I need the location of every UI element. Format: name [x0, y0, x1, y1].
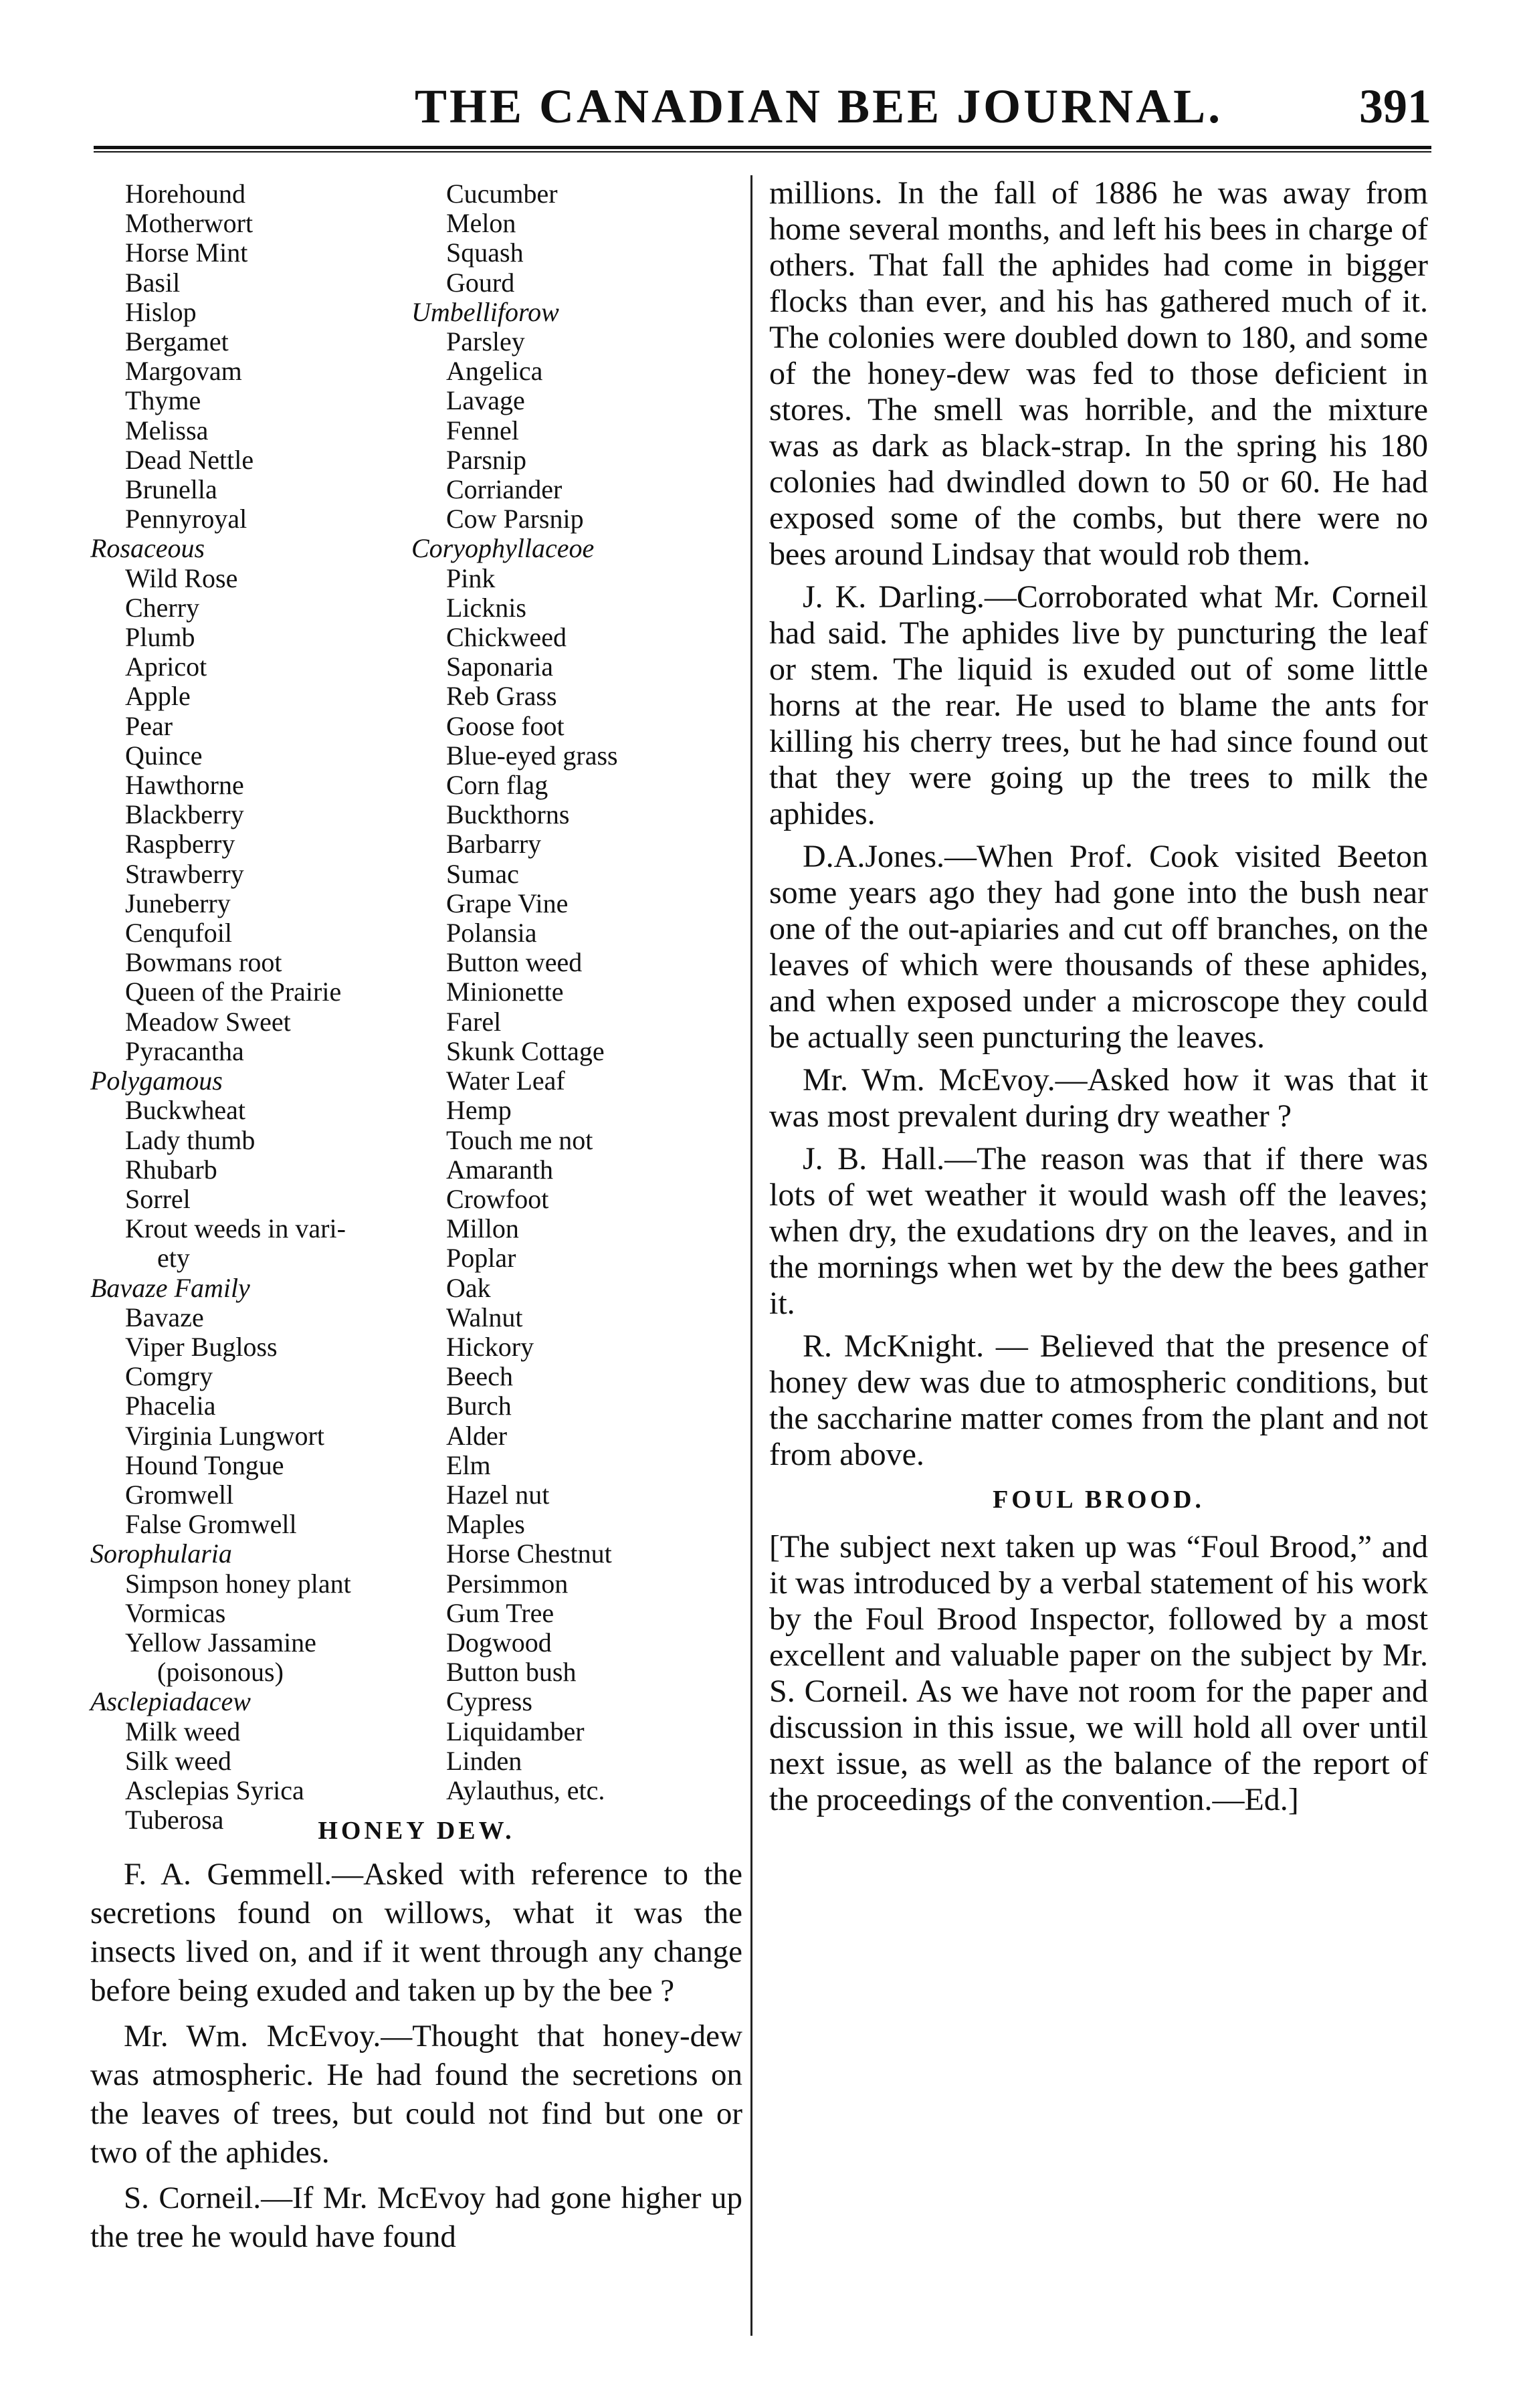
plant-list-item: Horse Chestnut	[446, 1538, 612, 1569]
plant-list-item: Pink	[446, 563, 496, 593]
plant-list-item: Barbarry	[446, 829, 542, 860]
plant-list-item: Skunk Cottage	[446, 1035, 605, 1066]
plant-list-item: Simpson honey plant	[125, 1568, 351, 1599]
plant-list-item: Cow Parsnip	[446, 504, 584, 534]
plant-list-item: Juneberry	[125, 888, 231, 918]
plant-list-item: Goose foot	[446, 710, 565, 741]
paragraph-continuation: millions. In the fall of 1886 he was away from home several months, and left his bees in charge of others. That fall the aphides had come in bigger flocks than ever, and his has gathered much of it. The colonies were doubled down to 180, and some of the honey-dew was fed to those deficient in stores. The smell was horrible, and the mixture was as dark as black-strap. In the spring his 180 colonies had dwindled down to 50 or 60. He had exposed some of the combs, but there were no bees around Lindsay that would rob them.	[769, 175, 1428, 572]
plant-list-item: Minionette	[446, 977, 564, 1007]
plant-list-item: Hemp	[446, 1095, 512, 1126]
plant-list-item: Comgry	[125, 1361, 213, 1392]
plant-list-item: Melissa	[125, 415, 209, 445]
plant-list-item: Crowfoot	[446, 1183, 549, 1214]
plant-family-heading: Bavaze Family	[90, 1272, 250, 1303]
plant-list-item: Dead Nettle	[125, 444, 254, 475]
plant-list-item: Apricot	[125, 651, 207, 682]
plant-list-item: Poplar	[446, 1243, 516, 1274]
plant-family-heading: Coryophyllaceoe	[411, 533, 595, 564]
plant-list-item: Oak	[446, 1272, 491, 1303]
plant-list-item: Motherwort	[125, 208, 254, 239]
plant-family-heading: Polygamous	[90, 1066, 223, 1096]
paragraph-mcevoy-question: Mr. Wm. McEvoy.—Asked how it was that it was most prevalent during dry weather ?	[769, 1062, 1428, 1134]
plant-list-item: Dogwood	[446, 1627, 552, 1658]
plant-family-heading: Asclepiadacew	[90, 1686, 251, 1717]
plant-list-item: Rhubarb	[125, 1154, 217, 1185]
plant-list-item: Hawthorne	[125, 770, 244, 801]
plant-list-item: Sumac	[446, 858, 519, 889]
page-header	[94, 79, 1431, 139]
plant-list-item: Gum Tree	[446, 1597, 554, 1628]
page-number: 391	[1359, 80, 1431, 133]
plant-list-item: Vormicas	[125, 1597, 226, 1628]
running-title: THE CANADIAN BEE JOURNAL.	[415, 80, 1223, 133]
plant-list-item: Pear	[125, 710, 173, 741]
plant-list-item: Lady thumb	[125, 1124, 256, 1155]
plant-list-item: Corriander	[446, 474, 563, 505]
plant-list-item: Yellow Jassamine	[125, 1627, 316, 1658]
plant-list-item: ety	[157, 1243, 190, 1274]
plant-list-item: Cucumber	[446, 179, 558, 209]
plant-list-item: Plumb	[125, 622, 195, 653]
plant-list-item: Gourd	[446, 267, 515, 298]
plant-list-item: Hislop	[125, 296, 197, 327]
plant-list-item: Hound Tongue	[125, 1449, 284, 1480]
plant-list-item: Squash	[446, 237, 524, 268]
plant-list-item: Meadow Sweet	[125, 1006, 291, 1037]
plant-list-item: Reb Grass	[446, 681, 557, 712]
left-column	[90, 179, 742, 2263]
editor-note: [The subject next taken up was “Foul Brood,” and it was introduced by a verbal statement of his work by the Foul Brood Inspector, followed by a most excellent and valuable paper on the subject by Mr. S. Corneil. As we have not room for the paper and discussion in this issue, we will hold all over until next issue, as well as the balance of the report of the proceedings of the convention.—Ed.]	[769, 1529, 1428, 1817]
plant-family-heading: Sorophularia	[90, 1538, 232, 1569]
plant-list-item: Viper Bugloss	[125, 1331, 278, 1362]
plant-list-item: Amaranth	[446, 1154, 553, 1185]
plant-list-item: Liquidamber	[446, 1716, 585, 1746]
plant-list-item: Touch me not	[446, 1124, 593, 1155]
plant-list-item: Queen of the Prairie	[125, 977, 342, 1007]
plant-list-item: Beech	[446, 1361, 513, 1392]
plant-list-item: Krout weeds in vari-	[125, 1213, 346, 1244]
plant-list-item: Hickory	[446, 1331, 534, 1362]
plant-list-item: Milk weed	[125, 1716, 241, 1746]
plant-list-item: Burch	[446, 1391, 512, 1421]
plant-list-item: Saponaria	[446, 651, 553, 682]
plant-list-item: Parsnip	[446, 444, 526, 475]
header-rule	[94, 146, 1431, 154]
plant-list-item: Phacelia	[125, 1391, 216, 1421]
plant-list-item: Millon	[446, 1213, 519, 1244]
plant-list-item: Horse Mint	[125, 237, 248, 268]
plant-list-item: Linden	[446, 1745, 522, 1776]
plant-list-item: Bavaze	[125, 1302, 204, 1332]
plant-list-column-1	[90, 179, 425, 1835]
plant-list-item: Bowmans root	[125, 947, 282, 978]
plant-list-item: Walnut	[446, 1302, 523, 1332]
plant-list-item: Water Leaf	[446, 1066, 565, 1096]
plant-list-item: Brunella	[125, 474, 217, 505]
plant-list-item: Buckwheat	[125, 1095, 245, 1126]
plant-list-item: Bergamet	[125, 326, 229, 357]
paragraph-hall: J. B. Hall.—The reason was that if there was lots of wet weather it would wash off the leaves; when dry, the exudations dry on the leaves, and in the mornings when wet by the dew the bees gather it.	[769, 1141, 1428, 1321]
plant-list-item: Maples	[446, 1509, 525, 1540]
plant-list-item: Strawberry	[125, 858, 244, 889]
plant-list-item: Melon	[446, 208, 516, 239]
plant-list-item: Fennel	[446, 415, 519, 445]
plant-list-item: Tuberosa	[125, 1805, 224, 1835]
plant-list-item: Silk weed	[125, 1745, 231, 1776]
plant-family-heading: Rosaceous	[90, 533, 205, 564]
plant-list-item: Cypress	[446, 1686, 532, 1717]
plant-list-item: Wild Rose	[125, 563, 238, 593]
plant-list-column-2	[411, 179, 759, 1805]
plant-list-item: Corn flag	[446, 770, 548, 801]
plant-list-item: Lavage	[446, 385, 525, 416]
paragraph-corneil: S. Corneil.—If Mr. McEvoy had gone higher up the tree he would have found	[90, 2181, 742, 2254]
plant-list-item: Pennyroyal	[125, 504, 247, 534]
plant-list-item: Farel	[446, 1006, 502, 1037]
plant-list-item: Buckthorns	[446, 799, 570, 830]
paragraph-gemmell: F. A. Gemmell.—Asked with reference to the secretions found on willows, what it was the insects lived on, and if it went through any change before being exuded and taken up by the bee ?	[90, 1857, 742, 2008]
plant-list-item: Elm	[446, 1449, 491, 1480]
plant-list-item: Horehound	[125, 179, 245, 209]
paragraph-jones: D.A.Jones.—When Prof. Cook visited Beeton some years ago they had gone into the bush near one of the out-apiaries and cut off branches, on the leaves of which were thousands of these aphides, and when exposed under a microscope they could be actually seen puncturing the leaves.	[769, 839, 1428, 1055]
foul-brood-heading: FOUL BROOD.	[993, 1486, 1205, 1514]
plant-list-item: Blackberry	[125, 799, 244, 830]
right-column	[769, 175, 1428, 1825]
plant-list-item: Chickweed	[446, 622, 567, 653]
plant-list-item: Pyracantha	[125, 1035, 244, 1066]
plant-list-item: Asclepias Syrica	[125, 1775, 304, 1805]
honey-dew-heading: HONEY DEW.	[318, 1817, 515, 1845]
plant-list-item: Aylauthus, etc.	[446, 1775, 605, 1805]
plant-list-item: False Gromwell	[125, 1509, 297, 1540]
plant-list-item: Sorrel	[125, 1183, 191, 1214]
plant-list-item: Virginia Lungwort	[125, 1420, 324, 1451]
plant-list-item: Polansia	[446, 918, 537, 948]
plant-list-item: Hazel nut	[446, 1479, 550, 1510]
plant-list-item: Button weed	[446, 947, 583, 978]
plant-list-item: Basil	[125, 267, 181, 298]
plant-list-item: Parsley	[446, 326, 525, 357]
plant-list-item: (poisonous)	[157, 1657, 284, 1688]
plant-list-item: Raspberry	[125, 829, 235, 860]
plant-list-item: Persimmon	[446, 1568, 569, 1599]
paragraph-mcevoy: Mr. Wm. McEvoy.—Thought that honey-dew was atmospheric. He had found the secretions on the leaves of trees, but could not find but one or two of the aphides.	[90, 2019, 742, 2170]
paragraph-darling: J. K. Darling.—Corroborated what Mr. Corneil had said. The aphides live by puncturing the leaf or stem. The liquid is exuded out of some little horns at the rear. He used to blame the ants for killing his cherry trees, but he had since found out that they were going up the trees to milk the aphides.	[769, 579, 1428, 831]
plant-list-item: Alder	[446, 1420, 508, 1451]
plant-list-item: Grape Vine	[446, 888, 569, 918]
plant-list-item: Cenqufoil	[125, 918, 232, 948]
plant-list-item: Blue-eyed grass	[446, 740, 618, 771]
plant-list-item: Licknis	[446, 592, 526, 623]
plant-list-item: Quince	[125, 740, 203, 771]
plant-list-item: Thyme	[125, 385, 201, 416]
plant-list-item: Gromwell	[125, 1479, 234, 1510]
plant-list-item: Apple	[125, 681, 191, 712]
plant-list-item: Cherry	[125, 592, 200, 623]
paragraph-mcknight: R. McKnight. — Believed that the presence of honey dew was due to atmospheric conditions, but the saccharine matter comes from the plant and not from above.	[769, 1328, 1428, 1472]
plant-list-item: Button bush	[446, 1657, 577, 1688]
plant-list-item: Angelica	[446, 356, 543, 387]
plant-list-item: Margovam	[125, 356, 242, 387]
plant-family-heading: Umbelliforow	[411, 296, 559, 327]
